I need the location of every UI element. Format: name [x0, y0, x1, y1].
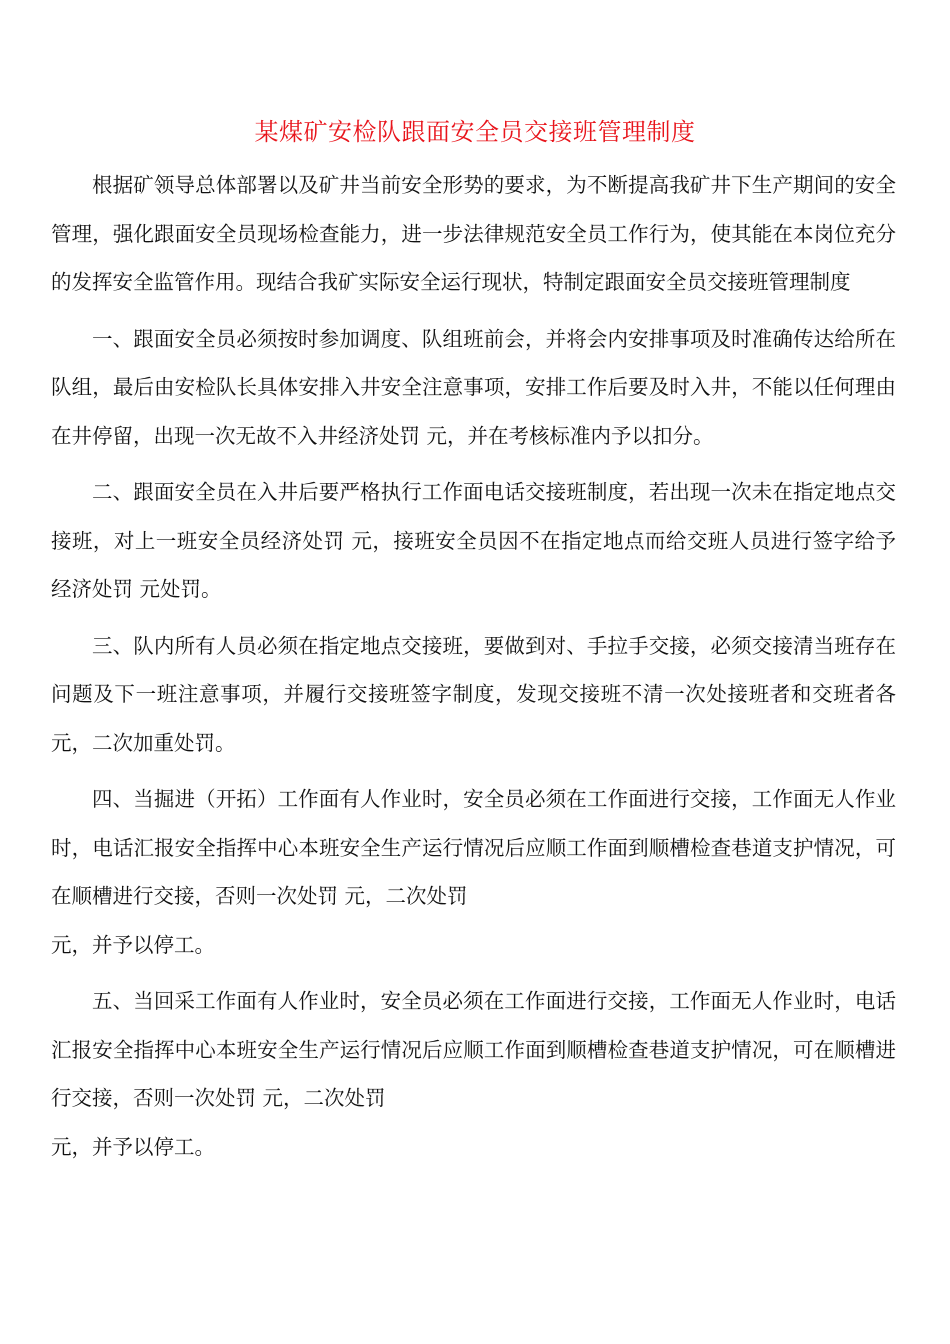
paragraph-text: 四、当掘进（开拓）工作面有人作业时，安全员必须在工作面进行交接，工作面无人作业时，电话汇报安全指挥中心本班安全生产运行情况后应顺工作面到顺槽检查巷道支护情况，可在顺槽进行交接，否则一次处罚 元，二次处罚	[51, 787, 896, 908]
paragraph-text: 根据矿领导总体部署以及矿井当前安全形势的要求，为不断提高我矿井下生产期间的安全管理，强化跟面安全员现场检查能力，进一步法律规范安全员工作行为，使其能在本岗位充分的发挥安全监管作用。现结合我矿实际安全运行现状，特制定跟面安全员交接班管理制度	[51, 173, 896, 294]
paragraph-item-2	[51, 468, 896, 614]
paragraph-intro	[51, 161, 896, 307]
paragraph-continuation: 元，并予以停工。	[51, 1134, 215, 1159]
document-title: 某煤矿安检队跟面安全员交接班管理制度	[254, 118, 696, 146]
paragraph-item-3	[51, 622, 896, 768]
paragraph-item-4	[51, 775, 896, 969]
paragraph-continuation: 元，并予以停工。	[51, 932, 215, 957]
paragraph-text: 一、跟面安全员必须按时参加调度、队组班前会，并将会内安排事项及时准确传达给所在队组，最后由安检队长具体安排入井安全注意事项，安排工作后要及时入井，不能以任何理由在井停留，出现一次无故不入井经济处罚 元，并在考核标准内予以扣分。	[51, 326, 896, 448]
paragraph-text: 五、当回采工作面有人作业时，安全员必须在工作面进行交接，工作面无人作业时，电话汇报安全指挥中心本班安全生产运行情况后应顺工作面到顺槽检查巷道支护情况，可在顺槽进行交接，否则一次处罚 元，二次处罚	[51, 989, 896, 1110]
paragraph-text: 二、跟面安全员在入井后要严格执行工作面电话交接班制度，若出现一次未在指定地点交接班，对上一班安全员经济处罚 元，接班安全员因不在指定地点而给交班人员进行签字给予经济处罚 元处罚。	[51, 480, 896, 601]
paragraph-item-5	[51, 977, 896, 1171]
paragraph-text: 三、队内所有人员必须在指定地点交接班，要做到对、手拉手交接，必须交接清当班存在问题及下一班注意事项，并履行交接班签字制度，发现交接班不清一次处接班者和交班者各 元，二次加重处罚。	[51, 633, 896, 755]
document-body	[51, 161, 896, 1179]
paragraph-item-1	[51, 315, 896, 461]
